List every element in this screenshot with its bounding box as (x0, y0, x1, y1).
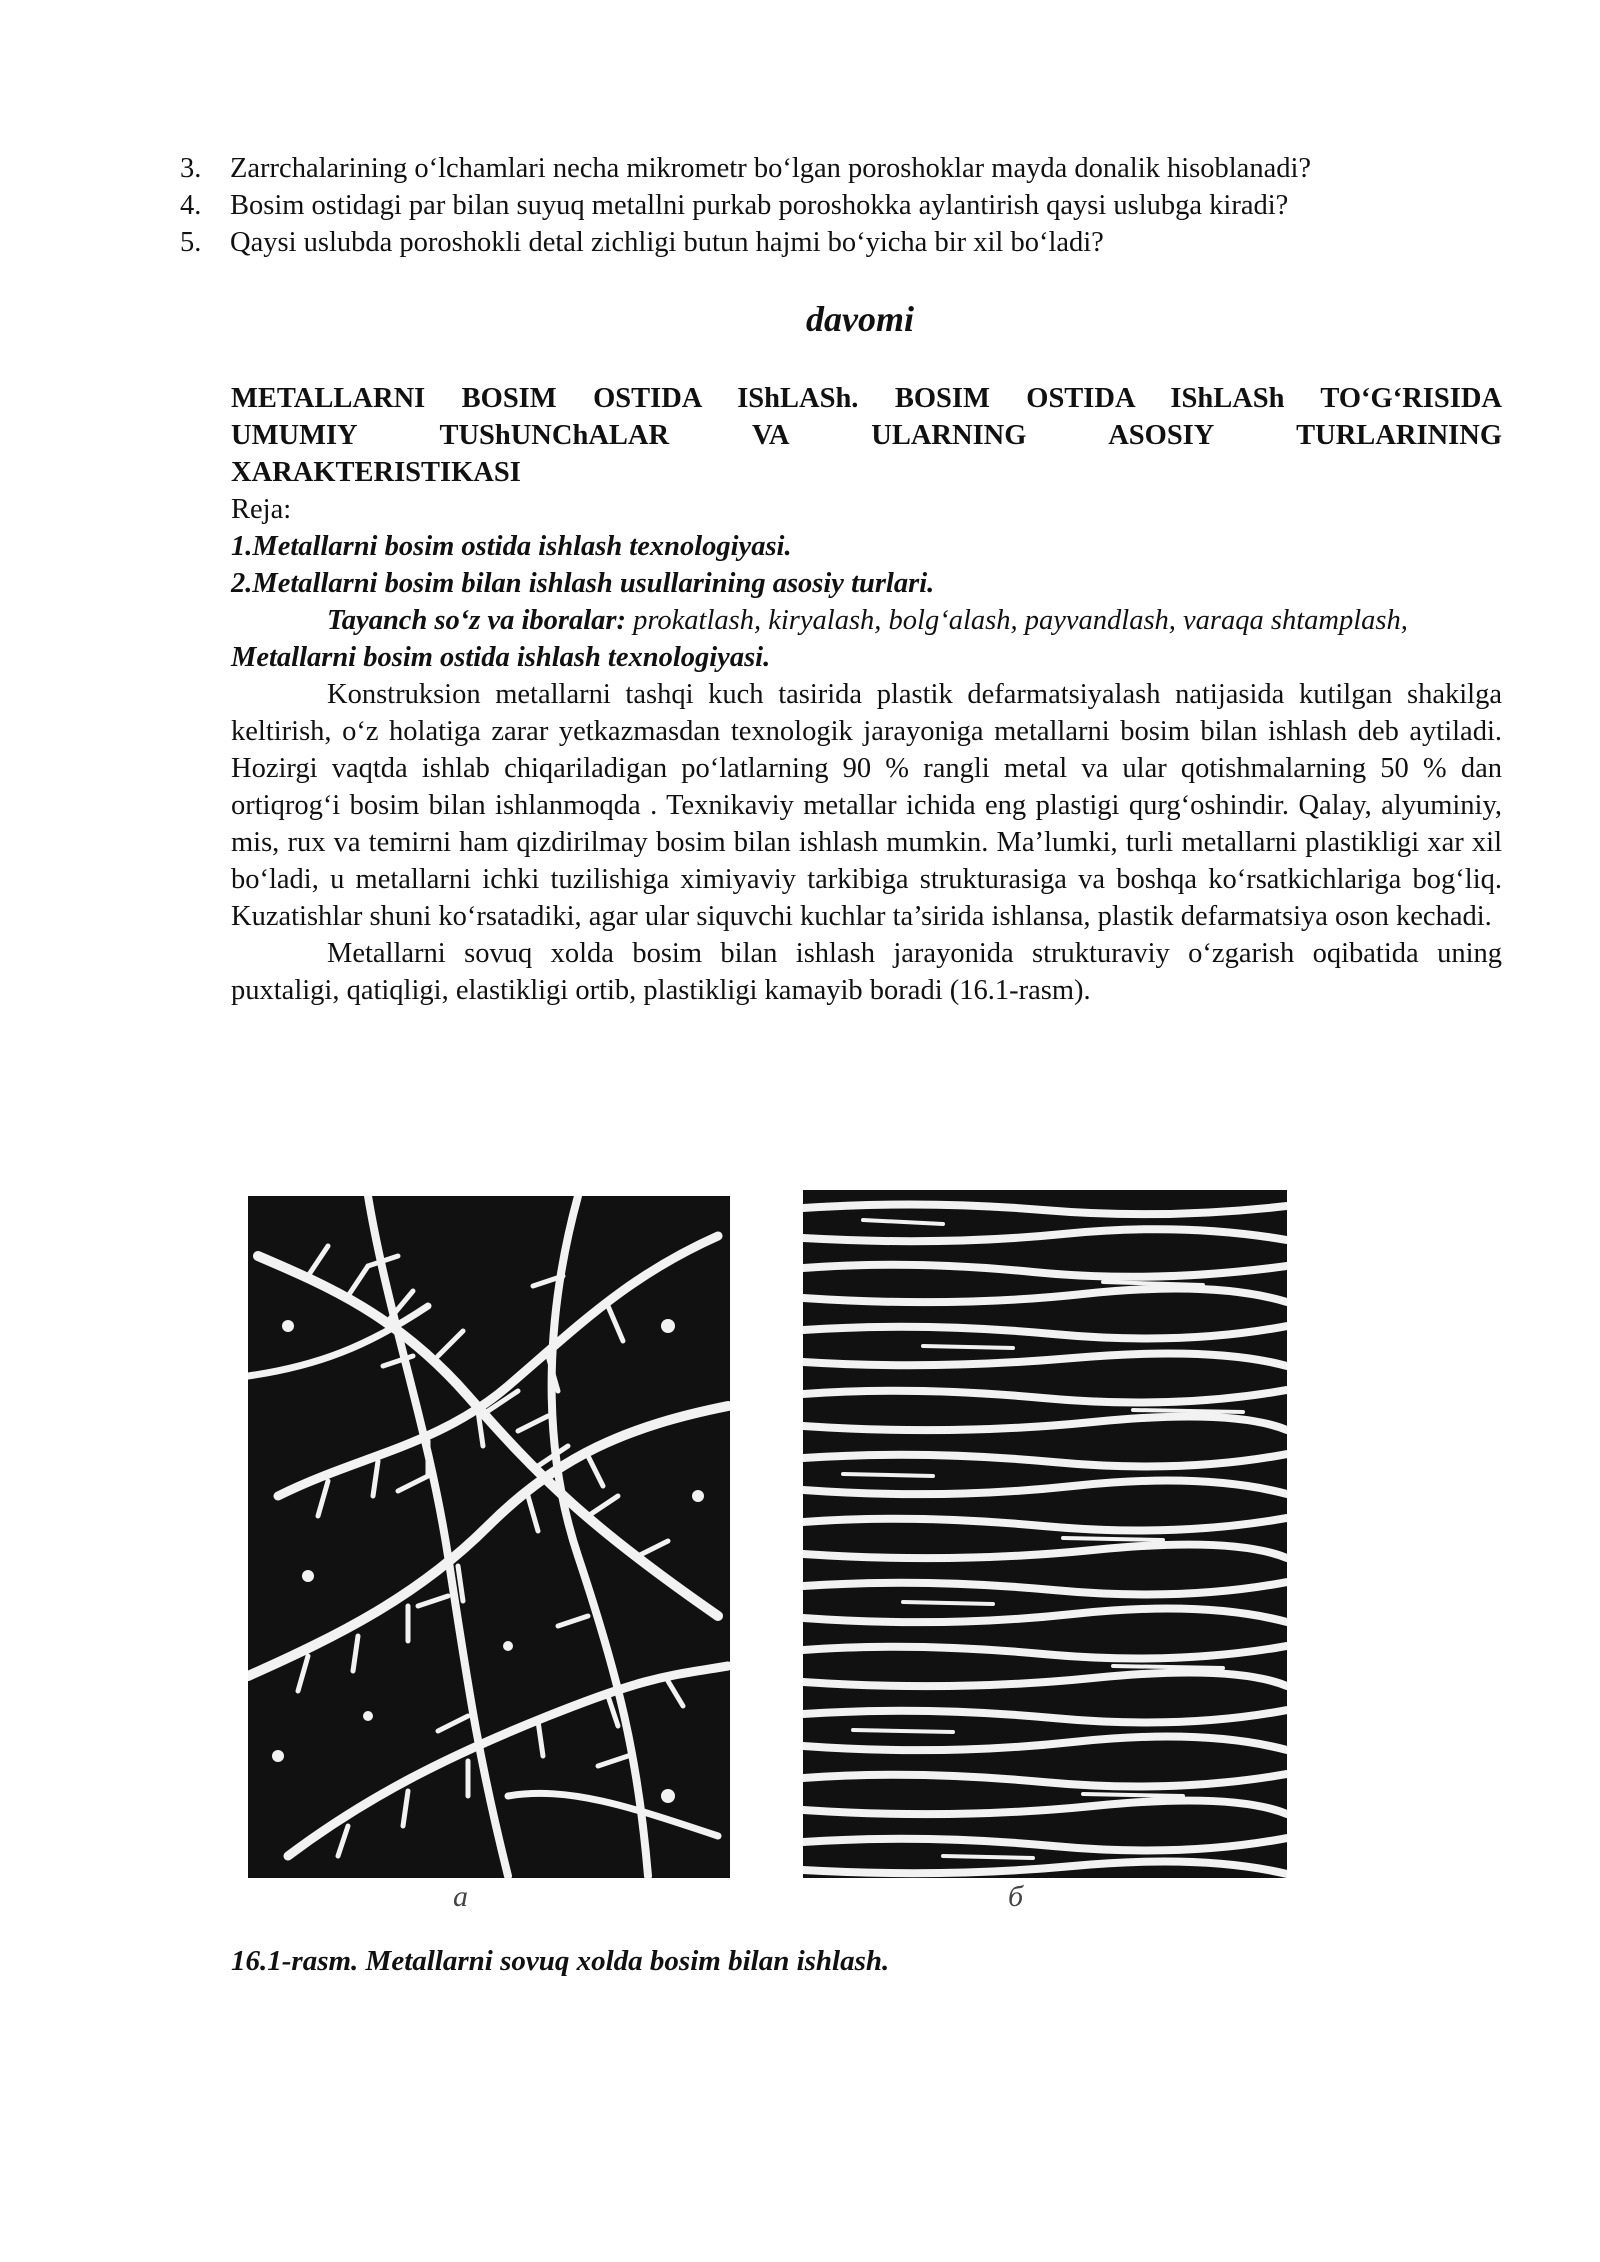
micrograph-a-image (248, 1196, 730, 1878)
section-heading: davomi (806, 299, 914, 339)
keywords-label: Tayanch so‘z va iboralar: (327, 605, 626, 636)
plan-item: 1.Metallarni bosim ostida ishlash texnologiyasi. (231, 531, 792, 562)
paragraph: Metallarni sovuq xolda bosim bilan ishlash jarayonida strukturaviy o‘zgarish oqibatida uning puxtaligi, qatiqligi, elastikligi ortib, plastikligi kamayib boradi (16.1-rasm). (231, 938, 1502, 1006)
question-text: Bosim ostidagi par bilan suyuq metallni purkab poroshokka aylantirish qaysi uslubga kiradi? (230, 190, 1289, 221)
page-title-line-1: METALLARNI BOSIM OSTIDA IShLASh. BOSIM OSTIDA IShLASh TO‘G‘RISIDA (231, 383, 1502, 414)
subheading: Metallarni bosim ostida ishlash texnologiyasi. (231, 642, 771, 673)
list-item (180, 187, 1510, 224)
plan-item: 2.Metallarni bosim bilan ishlash usullarining asosiy turlari. (231, 568, 935, 599)
list-item (180, 150, 1510, 187)
figure (248, 1190, 1288, 1913)
figure-label-b: б (1008, 1880, 1024, 1913)
list-item (180, 224, 1510, 261)
question-number: 4. (180, 190, 202, 221)
question-number: 3. (180, 153, 202, 184)
plan-label: Reja: (231, 494, 292, 525)
figure-label-a: a (453, 1880, 468, 1913)
keywords (231, 602, 1502, 639)
paragraph: Konstruksion metallarni tashqi kuch tasirida plastik defarmatsiyalash natijasida kutilgan shakilga keltirish, o‘z holatiga zarar yetkazmasdan texnologik jarayoniga metallarni bosim bilan ishlash deb aytiladi. Hozirgi vaqtda ishlab chiqariladigan po‘latlarning 90 % rangli metal va ular qotishmalarning 50 % dan ortiqrog‘i bosim bilan ishlanmoqda . Texnikaviy metallar ichida eng plastigi qurg‘oshindir. Qalay, alyuminiy, mis, rux va temirni ham qizdirilmay bosim bilan ishlash mumkin. Ma’lumki, turli metallarni plastikligi xar xil bo‘ladi, u metallarni ichki tuzilishiga ximiyaviy tarkibiga strukturasiga va boshqa ko‘rsatkichlariga bog‘liq. Kuzatishlar shuni ko‘rsatadiki, agar ular siquvchi kuchlar ta’sirida ishlansa, plastik defarmatsiya oson kechadi. (231, 679, 1502, 932)
figure-caption: 16.1-rasm. Metallarni sovuq xolda bosim bilan ishlash. (231, 1945, 890, 1977)
keywords-text: prokatlash, kiryalash, bolg‘alash, payvandlash, varaqa shtamplash, (626, 605, 1408, 636)
micrograph-b-image (803, 1190, 1287, 1878)
main-content (231, 380, 1502, 1009)
question-list (180, 150, 1510, 261)
page-title-line-2: UMUMIY TUShUNChALAR VA ULARNING ASOSIY TURLARINING (231, 420, 1502, 451)
question-text: Qaysi uslubda poroshokli detal zichligi butun hajmi bo‘yicha bir xil bo‘ladi? (230, 227, 1104, 258)
question-text: Zarrchalarining o‘lchamlari necha mikrometr bo‘lgan poroshoklar mayda donalik hisoblanadi? (230, 153, 1312, 184)
question-number: 5. (180, 227, 202, 258)
page-title-line-3: XARAKTERISTIKASI (231, 457, 521, 488)
